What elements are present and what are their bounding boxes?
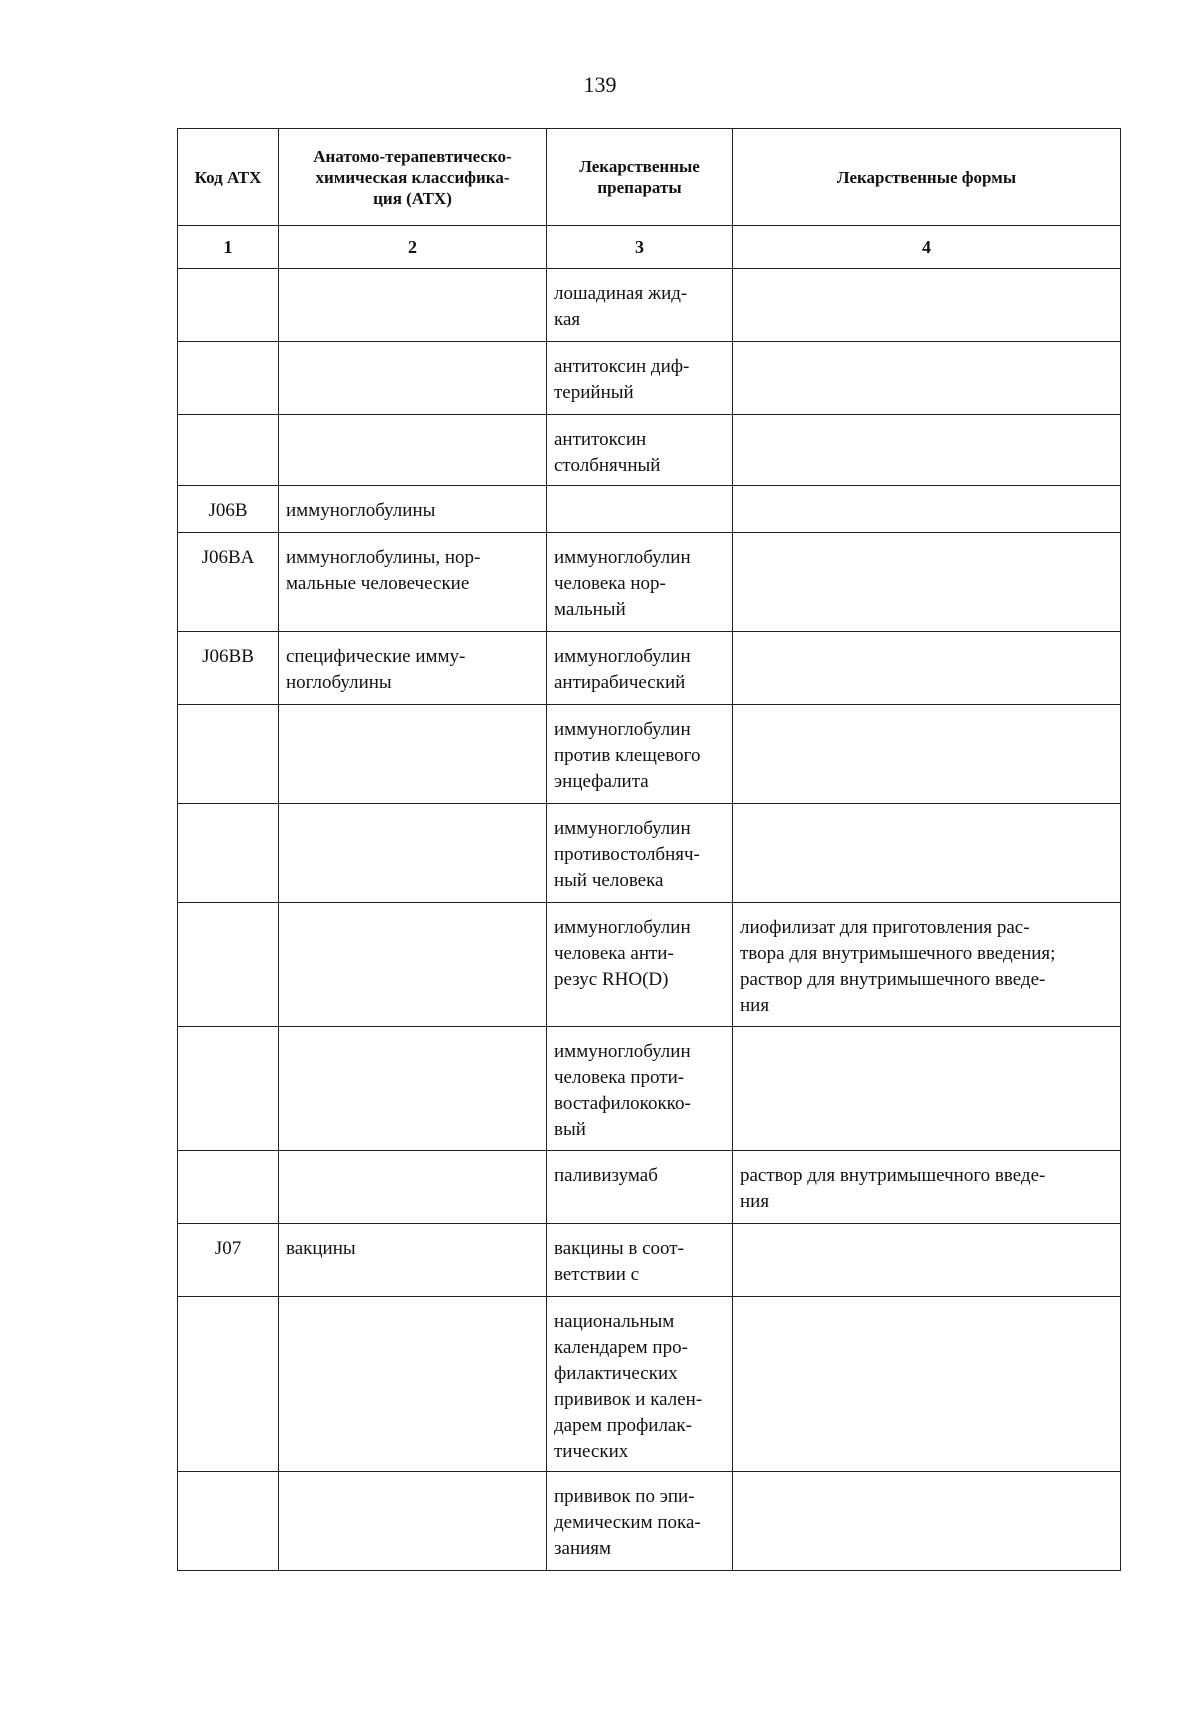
atx-code-cell (178, 903, 279, 1027)
header-atx-code: Код АТХ (178, 129, 279, 226)
dosage-form-cell (733, 705, 1121, 804)
atx-code-cell (178, 1472, 279, 1571)
atx-code-cell (178, 269, 279, 342)
column-numbering-row (178, 226, 1121, 269)
table-row (178, 342, 1121, 415)
table-row (178, 1027, 1121, 1151)
table-row (178, 533, 1121, 632)
table-row (178, 705, 1121, 804)
drug-cell: иммуноглобулин человека анти- резус RHO(D) (547, 903, 733, 1027)
drug-cell: прививок по эпи- демическим пока- заниям (547, 1472, 733, 1571)
dosage-form-cell (733, 269, 1121, 342)
atx-class-cell (279, 705, 547, 804)
column-number: 4 (733, 226, 1121, 269)
table-row (178, 903, 1121, 1027)
atx-code-cell: J06B (178, 486, 279, 533)
dosage-form-cell (733, 1297, 1121, 1472)
atx-class-cell: иммуноглобулины, нор- мальные человеческие (279, 533, 547, 632)
drug-cell: иммуноглобулин против клещевого энцефалита (547, 705, 733, 804)
drug-cell: иммуноглобулин антирабический (547, 632, 733, 705)
dosage-form-cell (733, 1027, 1121, 1151)
drug-cell: иммуноглобулин человека проти- востафилококко- вый (547, 1027, 733, 1151)
header-dosage-forms: Лекарственные формы (733, 129, 1121, 226)
table-header-row (178, 129, 1121, 226)
dosage-form-cell (733, 342, 1121, 415)
dosage-form-cell (733, 632, 1121, 705)
drug-cell: паливизумаб (547, 1151, 733, 1224)
atx-class-cell (279, 804, 547, 903)
drug-cell: иммуноглобулин противостолбняч- ный человека (547, 804, 733, 903)
table-row (178, 486, 1121, 533)
page-number: 139 (583, 72, 617, 97)
header-drugs: Лекарственные препараты (547, 129, 733, 226)
drug-cell: лошадиная жид- кая (547, 269, 733, 342)
table-row (178, 804, 1121, 903)
atx-class-cell (279, 1472, 547, 1571)
drug-cell: антитоксин диф- терийный (547, 342, 733, 415)
atx-class-cell (279, 415, 547, 486)
atx-classification-table (177, 128, 1121, 1571)
dosage-form-cell (733, 1224, 1121, 1297)
atx-code-cell: J06BA (178, 533, 279, 632)
drug-cell: иммуноглобулин человека нор- мальный (547, 533, 733, 632)
table-row (178, 1224, 1121, 1297)
dosage-form-cell: лиофилизат для приготовления рас- твора для внутримышечного введения; раствор для внутримышечного введе- ния (733, 903, 1121, 1027)
column-number: 3 (547, 226, 733, 269)
dosage-form-cell (733, 533, 1121, 632)
drug-cell: национальным календарем про- филактических прививок и кален- дарем профилак- тических (547, 1297, 733, 1472)
table-row (178, 1472, 1121, 1571)
table-row (178, 269, 1121, 342)
atx-code-cell: J07 (178, 1224, 279, 1297)
dosage-form-cell (733, 1472, 1121, 1571)
table-row (178, 415, 1121, 486)
atx-class-cell (279, 1027, 547, 1151)
dosage-form-cell (733, 804, 1121, 903)
drug-cell (547, 486, 733, 533)
dosage-form-cell (733, 415, 1121, 486)
atx-code-cell (178, 415, 279, 486)
atx-code-cell (178, 1297, 279, 1472)
table-row (178, 1151, 1121, 1224)
atx-code-cell: J06BB (178, 632, 279, 705)
atx-class-cell (279, 1297, 547, 1472)
drug-cell: вакцины в соот- ветствии с (547, 1224, 733, 1297)
atx-class-cell (279, 342, 547, 415)
atx-class-cell: вакцины (279, 1224, 547, 1297)
atx-code-cell (178, 1027, 279, 1151)
drug-cell: антитоксин столбнячный (547, 415, 733, 486)
dosage-form-cell (733, 486, 1121, 533)
atx-code-cell (178, 1151, 279, 1224)
atx-code-cell (178, 342, 279, 415)
table-row (178, 632, 1121, 705)
column-number: 2 (279, 226, 547, 269)
atx-class-cell (279, 269, 547, 342)
atx-class-cell: специфические имму- ноглобулины (279, 632, 547, 705)
atx-class-cell: иммуноглобулины (279, 486, 547, 533)
atx-code-cell (178, 705, 279, 804)
atx-class-cell (279, 1151, 547, 1224)
dosage-form-cell: раствор для внутримышечного введе- ния (733, 1151, 1121, 1224)
header-atx-classification: Анатомо-терапевтическо- химическая классифика- ция (АТХ) (279, 129, 547, 226)
atx-class-cell (279, 903, 547, 1027)
atx-code-cell (178, 804, 279, 903)
table-row (178, 1297, 1121, 1472)
column-number: 1 (178, 226, 279, 269)
